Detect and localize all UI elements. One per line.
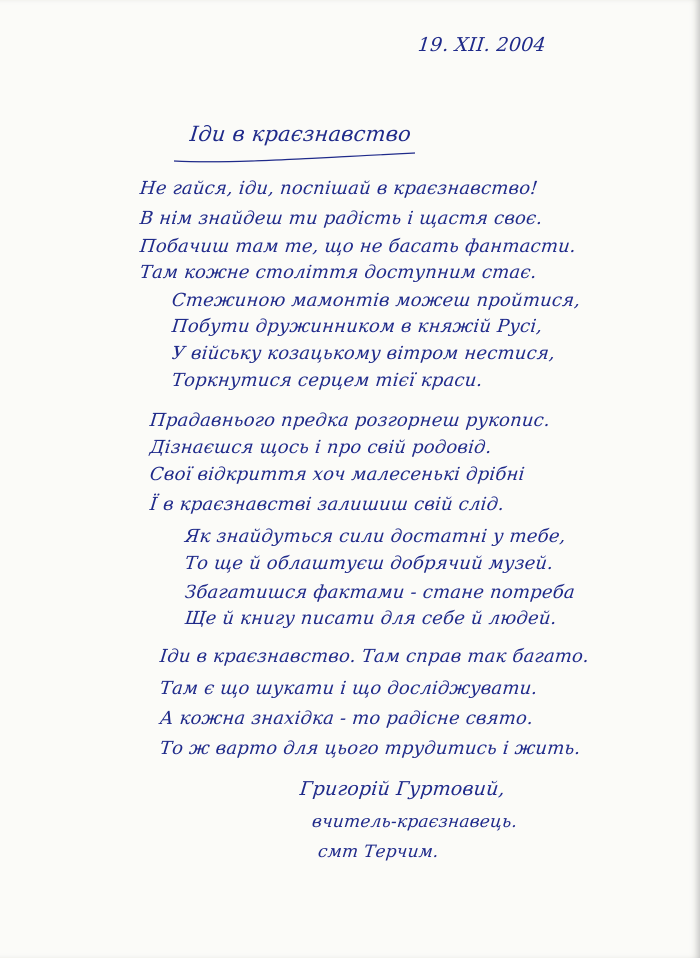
verse-line: У війську козацькому вітром нестися, bbox=[170, 343, 557, 364]
verse-line: Побути дружинником в княжій Русі, bbox=[170, 316, 544, 337]
signature-place: смт Терчим. bbox=[316, 842, 440, 862]
verse-line: То ще й облаштуєш добрячий музей. bbox=[183, 553, 555, 574]
verse-line: Стежиною мамонтів можеш пройтися, bbox=[170, 290, 582, 311]
verse-line: Не гайся, іди, поспішай в краєзнавство! bbox=[138, 178, 539, 199]
verse-line: Свої відкриття хоч малесенькі дрібні bbox=[148, 464, 526, 485]
signature-name: Григорій Гуртовий, bbox=[298, 778, 507, 800]
verse-line: Ще й книгу писати для себе й людей. bbox=[183, 608, 558, 629]
verse-line: Іди в краєзнавство. Там справ так багато. bbox=[158, 646, 591, 667]
verse-line: Ї в краєзнавстві залишиш свій слід. bbox=[148, 494, 506, 515]
date: 19. XII. 2004 bbox=[416, 34, 547, 56]
verse-line: Збагатишся фактами - стане потреба bbox=[183, 582, 577, 603]
title-underline bbox=[172, 150, 417, 166]
verse-line: Торкнутися серцем тієї краси. bbox=[170, 370, 484, 391]
verse-line: А кожна знахідка - то радісне свято. bbox=[158, 708, 535, 729]
verse-line: В нім знайдеш ти радість і щастя своє. bbox=[138, 208, 544, 229]
verse-line: Як знайдуться сили достатні у тебе, bbox=[183, 526, 567, 547]
verse-line: Побачиш там те, що не басать фантасти. bbox=[138, 236, 578, 257]
verse-line: То ж варто для цього трудитись і жить. bbox=[158, 738, 582, 759]
signature-role: вчитель-краєзнавець. bbox=[310, 812, 519, 832]
verse-line: Дізнаєшся щось і про свій родовід. bbox=[148, 437, 493, 458]
verse-line: Прадавнього предка розгорнеш рукопис. bbox=[148, 410, 552, 431]
poem-title: Іди в краєзнавство bbox=[188, 122, 413, 146]
verse-line: Там є що шукати і що досліджувати. bbox=[158, 678, 539, 699]
verse-line: Там кожне століття доступним стає. bbox=[138, 262, 538, 283]
